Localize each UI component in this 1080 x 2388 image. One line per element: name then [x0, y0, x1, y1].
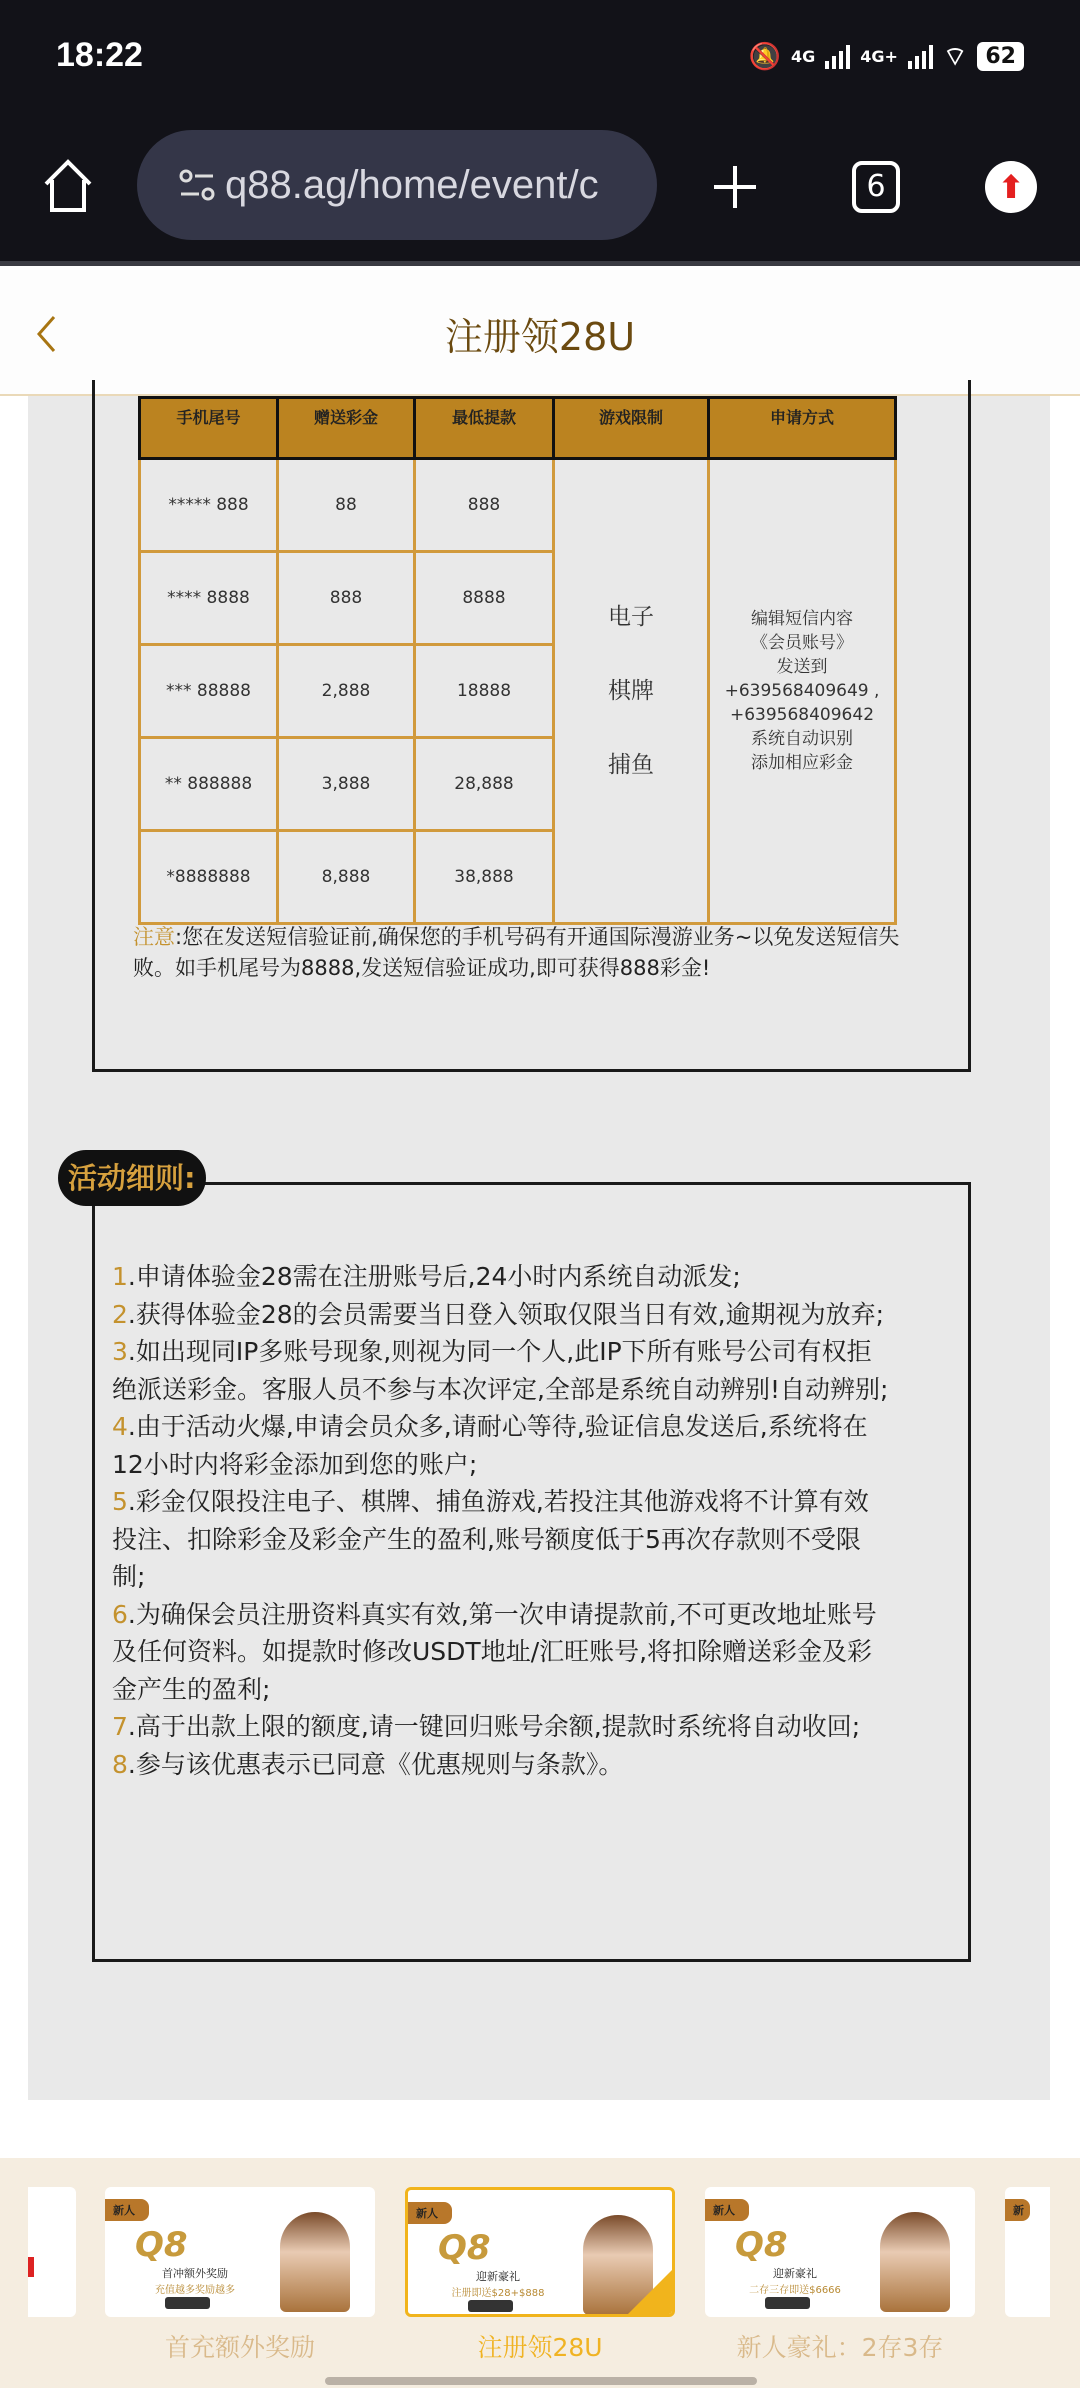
rule-item: 7.高于出款上限的额度,请一键回归账号余额,提款时系统将自动收回;	[112, 1712, 861, 1741]
brand-logo: Q8	[135, 2225, 188, 2265]
apply-line: +639568409649 ,	[724, 681, 880, 701]
cell: 8,888	[278, 831, 415, 924]
carousel-card[interactable]	[705, 2187, 975, 2317]
url-text: q88.ag/home/event/c	[225, 162, 599, 207]
card-title: 首冲额外奖励	[162, 2267, 228, 2280]
card-subtitle: 充值越多奖励越多	[155, 2285, 235, 2296]
signal-icon	[908, 45, 933, 69]
card-subtitle: 二存三存即送$6666	[749, 2285, 841, 2296]
rule-number: 3	[112, 1337, 128, 1366]
cell: *8888888	[140, 831, 278, 924]
apply-line: 发送到	[776, 657, 828, 677]
rule-text: 获得体验金28的会员需要当日登入领取仅限当日有效,逾期视为放弃;	[135, 1299, 885, 1329]
rule-item: 6.为确保会员注册资料真实有效,第一次申请提款前,不可更改地址账号及任何资料。如提款时修改USDT地址/汇旺账号,将扣除赠送彩金及彩金产生的盈利;	[112, 1599, 877, 1704]
status-icons	[749, 40, 1024, 73]
card-subtitle: 注册即送$28+$888	[451, 2288, 545, 2299]
rule-number: 8	[112, 1749, 128, 1779]
cell: ***** 888	[140, 459, 278, 552]
apply-cell	[709, 459, 896, 924]
col-header: 赠送彩金	[278, 398, 415, 459]
note-text: :您在发送短信验证前,确保您的手机号码有开通国际漫游业务~以免发送短信失败。如手机尾号为8888,发送短信验证成功,即可获得888彩金!	[133, 925, 900, 980]
rule-item: 3.如出现同IP多账号现象,则视为同一个人,此IP下所有账号公司有权拒绝派送彩金。客服人员不参与本次评定,全部是系统自动辨别!自动辨别;	[112, 1337, 889, 1404]
battery-icon: 62	[977, 42, 1024, 71]
table-header	[140, 398, 896, 459]
card-title: 迎新豪礼	[773, 2267, 817, 2280]
apply-line: 《会员账号》	[751, 633, 853, 653]
rule-text: 为确保会员注册资料真实有效,第一次申请提款前,不可更改地址账号及任何资料。如提款时修改USDT地址/汇旺账号,将扣除赠送彩金及彩金产生的盈利;	[112, 1599, 877, 1704]
note-label: 注意	[133, 925, 175, 949]
cell: 888	[278, 552, 415, 645]
table-row	[140, 459, 896, 552]
rule-item: 2.获得体验金28的会员需要当日登入领取仅限当日有效,逾期视为放弃;	[112, 1299, 885, 1329]
rule-text: 彩金仅限投注电子、棋牌、捕鱼游戏,若投注其他游戏将不计算有效投注、扣除彩金及彩金产生的盈利,账号额度低于5再次存款则不受限制;	[112, 1487, 869, 1591]
game: 电子	[608, 604, 654, 630]
browser-toolbar	[0, 116, 1080, 266]
view-button[interactable]	[468, 2300, 513, 2312]
page-header	[0, 270, 1080, 396]
cell: 2,888	[278, 645, 415, 738]
brand-logo: Q8	[735, 2225, 788, 2265]
cell: 3,888	[278, 738, 415, 831]
rule-number: 4	[112, 1412, 128, 1441]
game: 棋牌	[608, 678, 654, 704]
rule-item: 5.彩金仅限投注电子、棋牌、捕鱼游戏,若投注其他游戏将不计算有效投注、扣除彩金及彩金产生的盈利,账号额度低于5再次存款则不受限制;	[112, 1487, 869, 1591]
cell: 88	[278, 459, 415, 552]
card-tag: 新	[1005, 2199, 1030, 2221]
rule-item: 8.参与该优惠表示已同意《优惠规则与条款》。	[112, 1749, 624, 1779]
rule-text: 高于出款上限的额度,请一键回归账号余额,提款时系统将自动收回;	[135, 1712, 861, 1741]
net-label: 4G	[790, 47, 816, 66]
cell: 38,888	[415, 831, 554, 924]
carousel-card[interactable]	[405, 2187, 675, 2317]
cell: 888	[415, 459, 554, 552]
home-icon[interactable]	[42, 158, 94, 214]
reward-table	[138, 396, 897, 925]
apply-line: 编辑短信内容	[751, 609, 853, 629]
scrollbar[interactable]	[325, 2377, 757, 2385]
signal-icon	[825, 45, 850, 69]
rule-number: 2	[112, 1299, 128, 1329]
clock: 18:22	[56, 36, 143, 74]
brand-logo: Q8	[438, 2228, 491, 2268]
check-icon	[628, 2270, 672, 2314]
event-carousel	[0, 2158, 1080, 2388]
url-bar[interactable]	[137, 130, 657, 240]
rule-number: 1	[112, 1262, 128, 1291]
promo-image	[280, 2212, 350, 2312]
rule-number: 7	[112, 1712, 128, 1741]
card-tag: 新人	[105, 2199, 149, 2221]
carousel-label[interactable]: 新人豪礼：2存3存	[736, 2333, 944, 2362]
mute-icon: 🔕	[748, 41, 781, 72]
rule-text: 申请体验金28需在注册账号后,24小时内系统自动派发;	[135, 1262, 741, 1291]
cell: 8888	[415, 552, 554, 645]
card-tag: 新人	[408, 2202, 452, 2224]
cell: 28,888	[415, 738, 554, 831]
promo-image	[880, 2212, 950, 2312]
card-tag: 新人	[705, 2199, 749, 2221]
cell: ** 888888	[140, 738, 278, 831]
site-settings-icon[interactable]	[177, 166, 217, 206]
new-tab-icon[interactable]	[712, 164, 758, 210]
cell: **** 8888	[140, 552, 278, 645]
rule-item: 4.由于活动火爆,申请会员众多,请耐心等待,验证信息发送后,系统将在12小时内将彩金添加到您的账户;	[112, 1412, 868, 1479]
apply-line: +639568409642	[729, 705, 875, 725]
games-cell	[554, 459, 709, 924]
tabs-button[interactable]: 6	[852, 161, 900, 213]
cell: *** 88888	[140, 645, 278, 738]
carousel-label[interactable]: 注册领28U	[477, 2333, 603, 2362]
carousel-label[interactable]: 首充额外奖励	[164, 2333, 315, 2362]
carousel-card-partial[interactable]	[1005, 2187, 1050, 2317]
col-header: 申请方式	[709, 398, 896, 459]
rule-text: 由于活动火爆,申请会员众多,请耐心等待,验证信息发送后,系统将在12小时内将彩金添加到您的账户;	[112, 1412, 868, 1479]
rules-title: 活动细则:	[58, 1150, 206, 1206]
apply-line: 添加相应彩金	[751, 753, 853, 773]
rule-item: 1.申请体验金28需在注册账号后,24小时内系统自动派发;	[112, 1262, 741, 1291]
col-header: 手机尾号	[140, 398, 278, 459]
apply-line: 系统自动识别	[751, 729, 853, 749]
card-title: 迎新豪礼	[476, 2270, 520, 2283]
update-icon[interactable]: ⬆	[985, 161, 1037, 213]
game: 捕鱼	[608, 752, 654, 778]
rule-text: 如出现同IP多账号现象,则视为同一个人,此IP下所有账号公司有权拒绝派送彩金。客服人员不参与本次评定,全部是系统自动辨别!自动辨别;	[112, 1337, 889, 1404]
view-button[interactable]	[165, 2297, 210, 2309]
note	[133, 922, 933, 984]
status-bar	[0, 0, 1080, 116]
page-title: 注册领28U	[444, 315, 636, 359]
rule-number: 6	[112, 1599, 128, 1629]
wifi-icon: ⌔	[942, 42, 968, 72]
rule-text: 参与该优惠表示已同意《优惠规则与条款》。	[135, 1749, 624, 1779]
view-button[interactable]	[765, 2297, 810, 2309]
col-header: 游戏限制	[554, 398, 709, 459]
col-header: 最低提款	[415, 398, 554, 459]
carousel-card[interactable]	[105, 2187, 375, 2317]
rule-number: 5	[112, 1487, 128, 1516]
cell: 18888	[415, 645, 554, 738]
net-label: 4G+	[860, 47, 898, 66]
carousel-card-partial[interactable]	[28, 2187, 76, 2317]
rules-list	[112, 1258, 892, 1783]
